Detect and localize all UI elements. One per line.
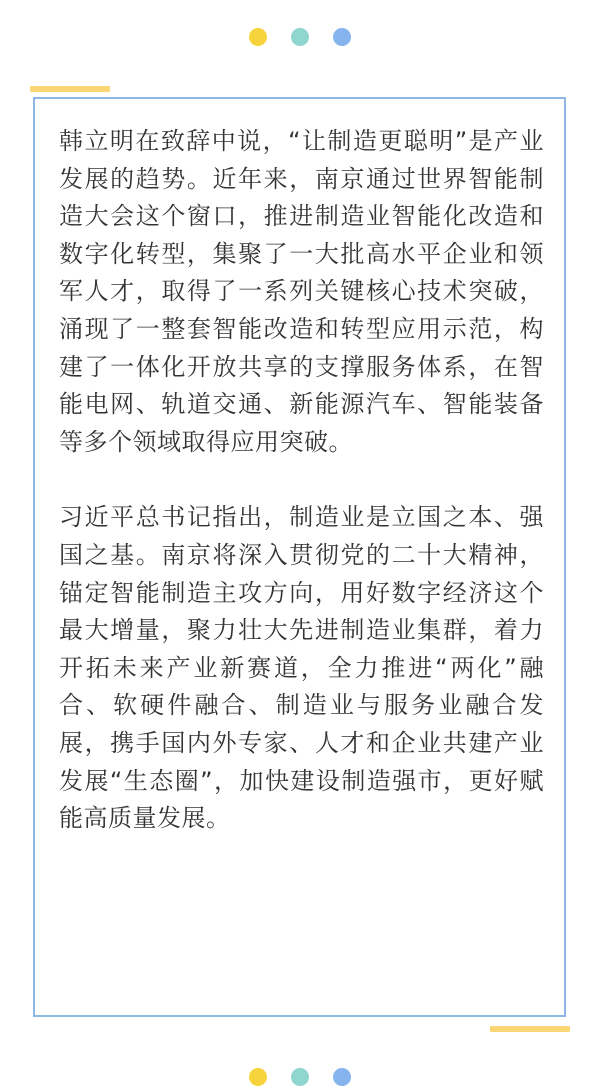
yellow-dot-icon [249, 1068, 267, 1086]
top-decoration-dots [0, 28, 600, 46]
paragraph-spacer [59, 461, 544, 499]
teal-dot-icon [291, 28, 309, 46]
yellow-dot-icon [249, 28, 267, 46]
bottom-right-accent-bar [490, 1026, 570, 1032]
article-frame [33, 97, 566, 1017]
teal-dot-icon [291, 1068, 309, 1086]
bottom-decoration-dots [0, 1068, 600, 1086]
paragraph-2: 习近平总书记指出，制造业是立国之本、强国之基。南京将深入贯彻党的二十大精神，锚定智能制造主攻方向，用好数字经济这个最大增量，聚力壮大先进制造业集群，着力开拓未来产业新赛道，全力推进“两化”融合、软硬件融合、制造业与服务业融合发展，携手国内外专家、人才和企业共建产业发展“生态圈”，加快建设制造强市，更好赋能高质量发展。 [59, 503, 544, 833]
paragraph-1: 韩立明在致辞中说，“让制造更聪明”是产业发展的趋势。近年来，南京通过世界智能制造大会这个窗口，推进制造业智能化改造和数字化转型，集聚了一大批高水平企业和领军人才，取得了一系列关键核心技术突破，涌现了一整套智能改造和转型应用示范，构建了一体化开放共享的支撑服务体系，在智能电网、轨道交通、新能源汽车、智能装备等多个领域取得应用突破。 [59, 127, 544, 456]
article-body [59, 123, 544, 838]
blue-dot-icon [333, 1068, 351, 1086]
blue-dot-icon [333, 28, 351, 46]
top-left-accent-bar [30, 86, 110, 92]
